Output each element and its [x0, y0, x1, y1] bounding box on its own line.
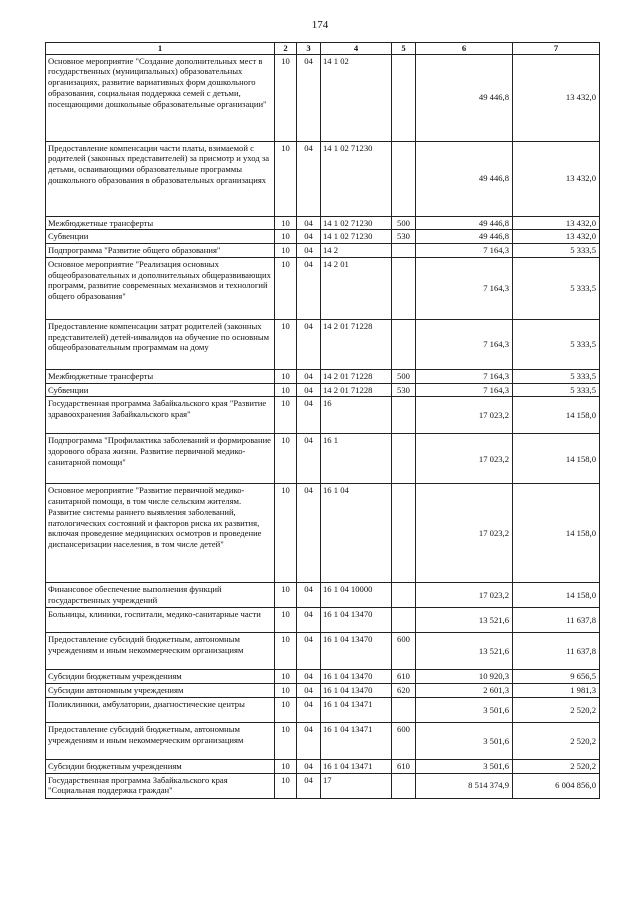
row-amount-executed: 5 333,5 [513, 319, 600, 369]
row-expense-type: 620 [392, 684, 416, 698]
table-row [46, 722, 600, 759]
row-target-code: 14 1 02 71230 [321, 141, 392, 216]
row-section: 10 [275, 697, 297, 722]
table-row [46, 141, 600, 216]
row-expense-type [392, 583, 416, 608]
row-amount-approved: 7 164,3 [416, 257, 513, 319]
table-row [46, 583, 600, 608]
row-target-code: 16 1 04 13470 [321, 670, 392, 684]
row-name: Субсидии бюджетным учреждениям [46, 670, 275, 684]
row-expense-type [392, 54, 416, 141]
row-amount-approved: 2 601,3 [416, 684, 513, 698]
row-amount-executed: 1 981,3 [513, 684, 600, 698]
row-amount-approved: 17 023,2 [416, 397, 513, 434]
row-expense-type [392, 608, 416, 633]
row-expense-type [392, 484, 416, 583]
row-amount-executed: 13 432,0 [513, 230, 600, 244]
row-target-code: 16 1 04 13471 [321, 697, 392, 722]
row-amount-executed: 2 520,2 [513, 697, 600, 722]
row-subsection: 04 [297, 141, 321, 216]
row-subsection: 04 [297, 369, 321, 383]
row-amount-approved: 7 164,3 [416, 244, 513, 258]
row-amount-approved: 3 501,6 [416, 722, 513, 759]
row-subsection: 04 [297, 759, 321, 773]
row-subsection: 04 [297, 608, 321, 633]
row-target-code: 16 1 04 13471 [321, 759, 392, 773]
row-subsection: 04 [297, 484, 321, 583]
row-name: Основное мероприятие "Реализация основных общеобразовательных и дополнительных общеразвивающих программ, развитие современных механизмов и технологий общего образования" [46, 257, 275, 319]
table-row [46, 434, 600, 484]
table-row [46, 216, 600, 230]
row-target-code: 16 1 04 13471 [321, 722, 392, 759]
row-section: 10 [275, 383, 297, 397]
row-section: 10 [275, 230, 297, 244]
row-amount-approved: 49 446,8 [416, 230, 513, 244]
row-amount-approved: 7 164,3 [416, 369, 513, 383]
row-amount-executed: 5 333,5 [513, 369, 600, 383]
row-section: 10 [275, 773, 297, 798]
row-expense-type [392, 773, 416, 798]
row-subsection: 04 [297, 722, 321, 759]
row-amount-executed: 5 333,5 [513, 383, 600, 397]
row-amount-executed: 13 432,0 [513, 54, 600, 141]
table-row [46, 319, 600, 369]
row-section: 10 [275, 141, 297, 216]
table-row [46, 633, 600, 670]
row-subsection: 04 [297, 583, 321, 608]
row-name: Предоставление субсидий бюджетным, автономным учреждениям и иным некоммерческим организациям [46, 722, 275, 759]
row-name: Основное мероприятие "Развитие первичной медико-санитарной помощи, в том числе сельским жителям. Развитие системы раннего выявления заболеваний, патологических состояний и факторов риска их развития, включая проведение медицинских осмотров и проведение диспансеризации населения, в том числе детей" [46, 484, 275, 583]
row-subsection: 04 [297, 230, 321, 244]
row-amount-approved: 10 920,3 [416, 670, 513, 684]
row-target-code: 16 1 04 13470 [321, 684, 392, 698]
row-amount-executed: 11 637,8 [513, 633, 600, 670]
row-target-code: 16 1 04 10000 [321, 583, 392, 608]
row-amount-approved: 17 023,2 [416, 583, 513, 608]
row-name: Поликлиники, амбулатории, диагностические центры [46, 697, 275, 722]
row-section: 10 [275, 633, 297, 670]
row-amount-executed: 14 158,0 [513, 583, 600, 608]
row-target-code: 16 1 04 13470 [321, 633, 392, 670]
row-section: 10 [275, 684, 297, 698]
row-target-code: 14 2 01 71228 [321, 383, 392, 397]
row-subsection: 04 [297, 684, 321, 698]
row-name: Субсидии автономным учреждениям [46, 684, 275, 698]
header-cell-3: 3 [297, 43, 321, 55]
table-row [46, 54, 600, 141]
table-row [46, 244, 600, 258]
table-row [46, 397, 600, 434]
row-amount-executed: 9 656,5 [513, 670, 600, 684]
table-row [46, 773, 600, 798]
row-target-code: 16 1 [321, 434, 392, 484]
row-target-code: 14 2 01 71228 [321, 369, 392, 383]
header-cell-1: 1 [46, 43, 275, 55]
row-name: Подпрограмма "Развитие общего образования" [46, 244, 275, 258]
row-target-code: 14 2 01 71228 [321, 319, 392, 369]
row-amount-approved: 7 164,3 [416, 319, 513, 369]
row-amount-approved: 17 023,2 [416, 484, 513, 583]
row-expense-type: 530 [392, 383, 416, 397]
row-expense-type: 600 [392, 722, 416, 759]
row-section: 10 [275, 257, 297, 319]
row-name: Подпрограмма "Профилактика заболеваний и формирование здорового образа жизни. Развитие первичной медико-санитарной помощи" [46, 434, 275, 484]
table-row [46, 484, 600, 583]
row-section: 10 [275, 484, 297, 583]
row-expense-type [392, 697, 416, 722]
row-name: Субвенции [46, 383, 275, 397]
row-name: Субвенции [46, 230, 275, 244]
row-target-code: 16 [321, 397, 392, 434]
row-name: Государственная программа Забайкальского края "Развитие здравоохранения Забайкальского края" [46, 397, 275, 434]
row-expense-type [392, 397, 416, 434]
row-target-code: 14 1 02 [321, 54, 392, 141]
row-subsection: 04 [297, 670, 321, 684]
header-cell-7: 7 [513, 43, 600, 55]
table-row [46, 697, 600, 722]
row-expense-type: 600 [392, 633, 416, 670]
row-name: Основное мероприятие "Создание дополнительных мест в государственных (муниципальных) образовательных организациях, развитие вариативных форм дошкольного образования, социальная поддержка семей с детьми, посещающими дошкольные образовательные организации" [46, 54, 275, 141]
row-expense-type [392, 244, 416, 258]
row-subsection: 04 [297, 257, 321, 319]
row-section: 10 [275, 670, 297, 684]
table-row [46, 608, 600, 633]
row-amount-executed: 2 520,2 [513, 722, 600, 759]
row-expense-type: 500 [392, 369, 416, 383]
row-name: Предоставление компенсации затрат родителей (законных представителей) детей-инвалидов на обучение по основным общеобразовательным программам на дому [46, 319, 275, 369]
row-name: Предоставление субсидий бюджетным, автономным учреждениям и иным некоммерческим организациям [46, 633, 275, 670]
row-amount-approved: 13 521,6 [416, 608, 513, 633]
row-expense-type: 530 [392, 230, 416, 244]
row-amount-approved: 49 446,8 [416, 141, 513, 216]
header-cell-6: 6 [416, 43, 513, 55]
row-section: 10 [275, 244, 297, 258]
row-subsection: 04 [297, 383, 321, 397]
row-expense-type: 500 [392, 216, 416, 230]
row-expense-type: 610 [392, 759, 416, 773]
row-section: 10 [275, 369, 297, 383]
row-name: Межбюджетные трансферты [46, 216, 275, 230]
table-row [46, 759, 600, 773]
row-subsection: 04 [297, 633, 321, 670]
row-amount-executed: 14 158,0 [513, 397, 600, 434]
row-target-code: 17 [321, 773, 392, 798]
budget-table [45, 42, 600, 799]
row-section: 10 [275, 722, 297, 759]
row-name: Субсидии бюджетным учреждениям [46, 759, 275, 773]
row-section: 10 [275, 216, 297, 230]
row-section: 10 [275, 54, 297, 141]
row-expense-type [392, 434, 416, 484]
row-subsection: 04 [297, 434, 321, 484]
row-section: 10 [275, 759, 297, 773]
row-amount-executed: 14 158,0 [513, 434, 600, 484]
row-section: 10 [275, 397, 297, 434]
row-subsection: 04 [297, 697, 321, 722]
header-cell-4: 4 [321, 43, 392, 55]
page-number: 174 [311, 19, 329, 31]
row-name: Больницы, клиники, госпитали, медико-санитарные части [46, 608, 275, 633]
header-row [46, 43, 600, 55]
row-amount-executed: 5 333,5 [513, 257, 600, 319]
row-name: Межбюджетные трансферты [46, 369, 275, 383]
row-amount-approved: 13 521,6 [416, 633, 513, 670]
row-amount-approved: 49 446,8 [416, 54, 513, 141]
row-name: Финансовое обеспечение выполнения функций государственных учреждений [46, 583, 275, 608]
row-name: Предоставление компенсации части платы, взимаемой с родителей (законных представителей) за присмотр и уход за детьми, осваивающими образовательные программы дошкольного образования в образовательных организациях [46, 141, 275, 216]
row-name: Государственная программа Забайкальского края "Социальная поддержка граждан" [46, 773, 275, 798]
row-amount-approved: 3 501,6 [416, 759, 513, 773]
row-target-code: 16 1 04 13470 [321, 608, 392, 633]
row-amount-executed: 13 432,0 [513, 216, 600, 230]
row-subsection: 04 [297, 319, 321, 369]
row-section: 10 [275, 434, 297, 484]
row-subsection: 04 [297, 54, 321, 141]
row-subsection: 04 [297, 773, 321, 798]
row-section: 10 [275, 608, 297, 633]
row-amount-approved: 49 446,8 [416, 216, 513, 230]
header-cell-5: 5 [392, 43, 416, 55]
row-amount-approved: 8 514 374,9 [416, 773, 513, 798]
row-subsection: 04 [297, 397, 321, 434]
row-subsection: 04 [297, 216, 321, 230]
row-expense-type [392, 141, 416, 216]
row-target-code: 14 1 02 71230 [321, 230, 392, 244]
row-amount-executed: 2 520,2 [513, 759, 600, 773]
header-cell-2: 2 [275, 43, 297, 55]
row-amount-approved: 7 164,3 [416, 383, 513, 397]
row-target-code: 14 1 02 71230 [321, 216, 392, 230]
row-amount-executed: 14 158,0 [513, 484, 600, 583]
row-expense-type [392, 257, 416, 319]
row-target-code: 16 1 04 [321, 484, 392, 583]
row-section: 10 [275, 583, 297, 608]
table-row [46, 670, 600, 684]
table-row [46, 257, 600, 319]
row-amount-executed: 5 333,5 [513, 244, 600, 258]
row-amount-approved: 17 023,2 [416, 434, 513, 484]
row-expense-type [392, 319, 416, 369]
row-target-code: 14 2 01 [321, 257, 392, 319]
table-row [46, 369, 600, 383]
row-amount-executed: 13 432,0 [513, 141, 600, 216]
row-amount-executed: 11 637,8 [513, 608, 600, 633]
table-row [46, 230, 600, 244]
row-expense-type: 610 [392, 670, 416, 684]
row-subsection: 04 [297, 244, 321, 258]
row-section: 10 [275, 319, 297, 369]
table-row [46, 383, 600, 397]
row-target-code: 14 2 [321, 244, 392, 258]
row-amount-approved: 3 501,6 [416, 697, 513, 722]
table-row [46, 684, 600, 698]
row-amount-executed: 6 004 856,0 [513, 773, 600, 798]
